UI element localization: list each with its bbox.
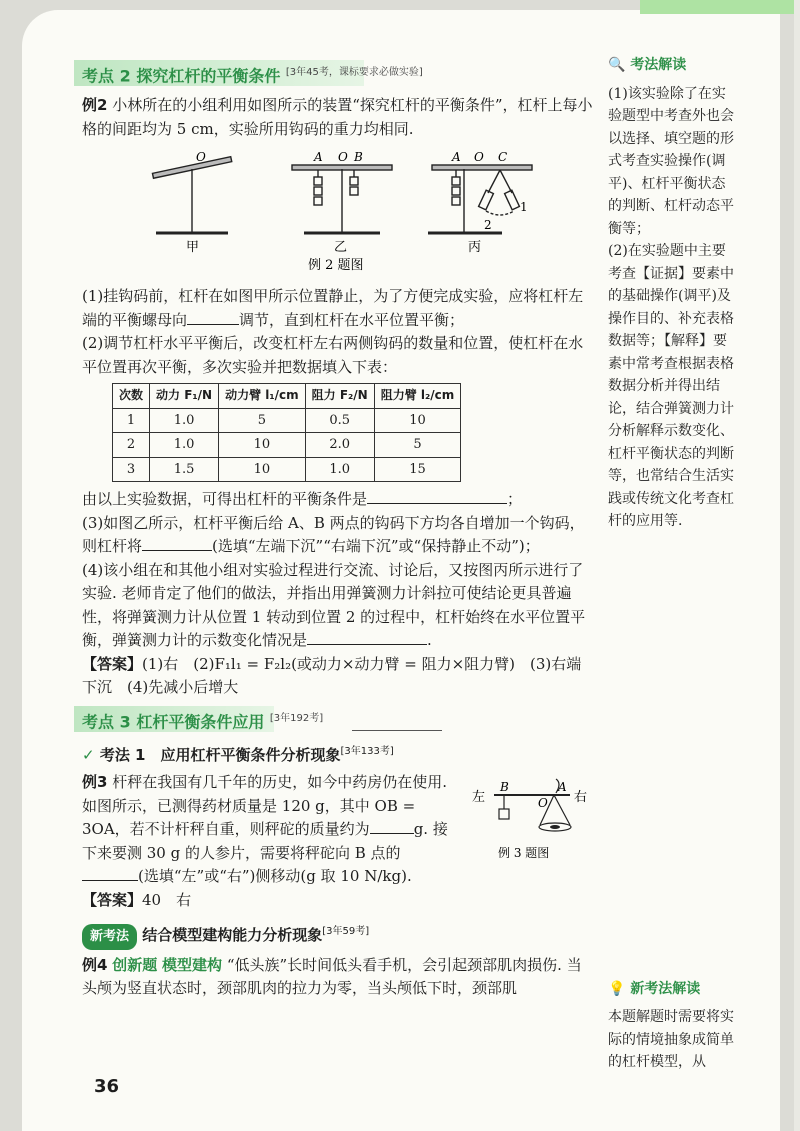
question-2-tail: 由以上实验数据，可得出杠杆的平衡条件是 ； xyxy=(82,490,523,508)
section-stat: [3年192考] xyxy=(269,712,324,724)
table-header-row xyxy=(113,384,461,409)
example-4: 例4 创新题 模型建构 “低头族”长时间低头看手机，会引起颈部肌肉损伤. 当头颅为竖直状态时，颈部肌肉的拉力为零，当头颅低下时，颈部肌 xyxy=(82,955,582,997)
table-row: 3 1.5 10 1.0 15 xyxy=(113,457,461,482)
label-B: B xyxy=(500,780,509,794)
label-O: O xyxy=(538,796,548,810)
side-paragraph-3: 本题解题时需要将实际的情境抽象成简单的杠杆模型，从 xyxy=(608,1009,734,1070)
label-A-bing: A xyxy=(452,150,461,164)
figure-caption: 例 2 题图 xyxy=(308,258,364,273)
lever-yi xyxy=(292,165,392,233)
section-rule xyxy=(352,730,442,731)
blank-4[interactable] xyxy=(307,630,427,645)
main-column xyxy=(82,60,594,1001)
label-A-yi: A xyxy=(314,150,323,164)
section-badge: 考点 xyxy=(82,66,115,86)
label-O-yi: O xyxy=(338,150,348,164)
label-bing: 丙 xyxy=(468,240,482,255)
section-title: 杠杆平衡条件应用 xyxy=(136,711,265,731)
lever-bing xyxy=(428,165,532,233)
label-jia: 甲 xyxy=(186,240,200,255)
new-kaofa-badge: 新考法 xyxy=(82,924,137,950)
side-paragraph-2: (2)在实验题中主要考查【证据】要素中的基础操作(调平)及操作目的、补充表格数据等；【解释】要素中常考查根据表格数据分析并得出结论，结合弹簧测力计分析解释示数变化、杠杆平衡状态的判断等，也常结合生活实践或传统文化考查杠杆的应用等. xyxy=(608,243,734,529)
section-title: 探究杠杆的平衡条件 xyxy=(136,66,281,86)
tag-innovation: 创新题 xyxy=(112,955,158,974)
side-paragraph-1: (1)该实验除了在实验题型中考查外也会以选择、填空题的形式考查实验操作(调平)、杠杆平衡状态的判断、杠杆动态平衡等； xyxy=(608,85,734,237)
question-3: (3)如图乙所示，杠杆平衡后给 A、B 两点的钩码下方均各自增加一个钩码，则杠杆将 (选填“左端下沉”“右端下沉”或“保持静止不动”)； xyxy=(82,513,585,555)
example-3 xyxy=(82,771,594,889)
blank-3[interactable] xyxy=(142,536,212,551)
new-kaofa-header: 新考法 结合模型建构能力分析现象[3年59考] xyxy=(82,920,594,950)
question-4: (4)该小组在和其他小组对实验过程进行交流、讨论后，又按图丙所示进行了实验. 老师肯定了他们的做法，并指出用弹簧测力计斜拉可使结论更具普遍性，将弹簧测力计从位置 1 转动到位置 2 的过程中，杠杆始终在水平位置平衡，弹簧测力计的示数变化情况是 . xyxy=(82,560,586,649)
section-3-header xyxy=(82,706,594,734)
label-A: A xyxy=(558,780,567,794)
blank-2[interactable] xyxy=(367,489,507,504)
section-badge: 考点 xyxy=(82,711,115,731)
label-pos-2: 2 xyxy=(484,218,492,232)
question-1: (1)挂钩码前，杠杆在如图甲所示位置静止，为了方便完成实验，应将杠杆左端的平衡螺母向 调节，直到杠杆在水平位置平衡； xyxy=(82,287,584,329)
blank-6[interactable] xyxy=(82,866,138,881)
example-3-text: 例3 杆秤在我国有几千年的历史，如今中药房仍在使用. 如图所示，已测得药材质量是 120 g，其中 OB = 3OA，若不计杆秤自重，则秤砣的质量约为 g. 接下来要测 30 g 的人参片，需要将秤砣向 B 点的(选填“左”或“右”)侧移动(g 取 10 N/kg). xyxy=(82,773,448,885)
table-header: 次数 xyxy=(113,384,150,409)
label-O-bing: O xyxy=(474,150,484,164)
section-number: 3 xyxy=(119,711,131,731)
steelyard-figure xyxy=(470,771,590,867)
table-header: 阻力臂 l₂/cm xyxy=(374,384,461,409)
section-number: 2 xyxy=(119,66,131,86)
data-table xyxy=(112,383,461,482)
example-2-stem: 例2 小林所在的小组利用如图所示的装置“探究杠杆的平衡条件”，杠杆上每小格的间距均为 5 cm，实验所用钩码的重力均相同. xyxy=(82,96,593,138)
lightbulb-icon: 💡 xyxy=(608,981,626,997)
top-green-strip xyxy=(640,0,800,14)
table-header: 动力 F₁/N xyxy=(150,384,219,409)
label-pos-1: 1 xyxy=(520,200,528,214)
example-3-answer: 【答案】40 右 xyxy=(82,890,192,909)
check-icon: ✓ xyxy=(82,745,95,764)
lever-jia xyxy=(152,157,231,233)
question-2: (2)调节杠杆水平平衡后，改变杠杆左右两侧钩码的数量和位置，使杠杆在水平位置再次平衡，多次实验并把数据填入下表： xyxy=(82,334,584,376)
page-number: 36 xyxy=(94,1076,120,1097)
label-C-bing: C xyxy=(498,150,508,164)
label-right: 右 xyxy=(574,790,588,805)
example-label: 例2 xyxy=(82,96,108,114)
side-notes xyxy=(608,54,738,1070)
table-header: 动力臂 l₁/cm xyxy=(219,384,306,409)
side-title-kaofa: 🔍 考法解读 xyxy=(608,57,687,73)
blank-1[interactable] xyxy=(187,310,239,325)
section-stat: [3年45考，课标要求必做实验] xyxy=(285,67,423,78)
section-2-header xyxy=(82,60,594,88)
side-title-new: 💡 新考法解读 xyxy=(608,981,701,997)
example-2-answer: 【答案】(1)右 (2)F₁l₁ = F₂l₂(或动力×动力臂 = 阻力×阻力臂) (3)右端下沉 (4)先减小后增大 xyxy=(82,654,582,696)
kaofa-1-header: ✓ 考法 1 应用杠杆平衡条件分析现象[3年133考] xyxy=(82,745,394,764)
magnifier-icon: 🔍 xyxy=(608,57,626,73)
example-2-figure xyxy=(82,145,594,281)
table-header: 阻力 F₂/N xyxy=(305,384,374,409)
label-left: 左 xyxy=(472,790,486,805)
figure-caption: 例 3 题图 xyxy=(498,846,550,860)
label-yi: 乙 xyxy=(334,240,348,255)
label-O-jia: O xyxy=(196,150,206,164)
lever-diagrams xyxy=(82,145,594,281)
tag-model: 模型建构 xyxy=(162,955,223,974)
page-edge xyxy=(794,0,800,1131)
table-row: 1 1.0 5 0.5 10 xyxy=(113,408,461,433)
table-row: 2 1.0 10 2.0 5 xyxy=(113,433,461,458)
blank-5[interactable] xyxy=(370,819,414,834)
label-B-yi: B xyxy=(354,150,363,164)
